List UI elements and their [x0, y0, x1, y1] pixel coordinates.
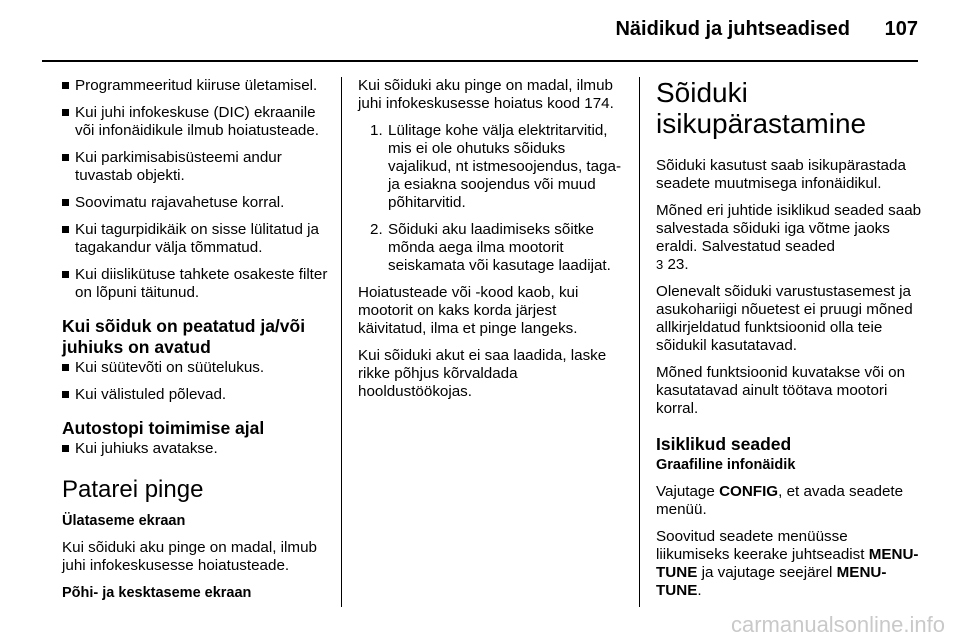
bullet-square-icon — [62, 391, 69, 398]
list-item: Kui süütevõti on süütelukus. — [62, 359, 330, 377]
watermark: carmanualsonline.info — [730, 612, 945, 637]
label-graphic-info-display: Graafiline infonäidik — [656, 457, 796, 473]
numbered-steps — [358, 122, 626, 275]
heading-battery-voltage: Patarei pinge — [62, 476, 204, 503]
column-divider-2 — [639, 77, 640, 607]
bullet-square-icon — [62, 271, 69, 278]
bullet-square-icon — [62, 154, 69, 161]
bullet-square-icon — [62, 226, 69, 233]
label-top-display: Ülataseme ekraan — [62, 513, 186, 529]
bullet-square-icon — [62, 109, 69, 116]
button-name-menu-tune: MENU-TUNE — [656, 546, 919, 581]
paragraph-personalise: Sõiduki kasutust saab isikupärastada seadete muutmisega infonäidikul. — [656, 157, 906, 192]
list-item: Kui tagurpidikäik on sisse lülitatud ja tagakandur välja tõmmatud. — [62, 221, 330, 257]
list-item: Kui parkimisabisüsteemi andur tuvastab objekti. — [62, 149, 330, 185]
column-2 — [358, 77, 626, 410]
bullet-list-parked — [62, 359, 330, 404]
paragraph-cannot-charge: Kui sõiduki akut ei saa laadida, laske rikke põhjus kõrvaldada hooldustöökojas. — [358, 347, 607, 400]
paragraph-menu-tune: Soovitud seadete menüüsse liikumiseks keerake juhtseadist MENU-TUNE ja vajutage seejärel MENU-TUNE. — [656, 528, 919, 599]
list-item: Soovimatu rajavahetuse korral. — [62, 194, 330, 212]
column-3 — [656, 77, 924, 609]
paragraph-press-config: Vajutage CONFIG, et avada seadete menüü. — [656, 483, 904, 518]
list-item: Kui juhiuks avatakse. — [62, 440, 330, 458]
bullet-square-icon — [62, 199, 69, 206]
list-item: Kui juhi infokeskuse (DIC) ekraanile või infonäidikule ilmub hoiatusteade. — [62, 104, 330, 140]
paragraph-warning-disappears: Hoiatusteade või -kood kaob, kui mootorit on kaks korda järjest käivitatud, ilma et pinge langeks. — [358, 284, 579, 337]
column-divider-1 — [341, 77, 342, 607]
list-item: Kui diislikütuse tahkete osakeste filter on lõpuni täitunud. — [62, 266, 330, 302]
header-title: Näidikud ja juhtseadised — [615, 18, 850, 40]
heading-vehicle-parked: Kui sõiduk on peatatud ja/või juhiuks on avatud — [62, 316, 306, 357]
heading-autostop: Autostopi toimimise ajal — [62, 418, 265, 438]
column-1 — [62, 77, 330, 611]
header-rule — [42, 60, 918, 62]
bullet-list-autostop — [62, 440, 330, 458]
paragraph-top-display: Kui sõiduki aku pinge on madal, ilmub juhi infokeskusesse hoiatusteade. — [62, 539, 317, 574]
paragraph-low-voltage: Kui sõiduki aku pinge on madal, ilmub juhi infokeskusesse hoiatus kood 174. — [358, 77, 614, 112]
page-number: 107 — [884, 18, 918, 40]
list-item: 1. Lülitage kohe välja elektritarvitid, mis ei ole ohutuks sõiduks vajalikud, nt istmesoojendus, taga- ja esiakna soojendus või muud põhitarvitid. — [370, 122, 622, 211]
bullet-list-warnings — [62, 77, 330, 302]
bullet-square-icon — [62, 82, 69, 89]
label-base-display: Põhi- ja kesktaseme ekraan — [62, 585, 252, 601]
list-item: Kui välistuled põlevad. — [62, 386, 330, 404]
button-name-menu-tune: MENU-TUNE — [656, 564, 887, 599]
heading-personal-settings: Isiklikud seaded — [656, 434, 792, 454]
page-reference-icon: 3 — [656, 257, 664, 272]
list-item: Programmeeritud kiiruse ületamisel. — [62, 77, 330, 95]
paragraph-saved-settings: Mõned eri juhtide isiklikud seaded saab salvestada sõiduki iga võtme jaoks eraldi. Salvestatud seaded 3 23. — [656, 202, 922, 273]
bullet-square-icon — [62, 445, 69, 452]
list-item: 2. Sõiduki aku laadimiseks sõitke mõnda aega ilma mootorit seiskamata või kasutage laadijat. — [370, 221, 611, 274]
heading-vehicle-personalisation: Sõiduki isikupärastamine — [656, 77, 867, 139]
paragraph-engine-running: Mõned funktsioonid kuvatakse või on kasutatavad ainult töötava mootori korral. — [656, 364, 906, 417]
paragraph-equipment-level: Olenevalt sõiduki varustustasemest ja asukohariigi nõuetest ei pruugi mõned allkirjeldatud funktsioonid olla teie sõidukil kasutatavad. — [656, 283, 913, 354]
button-name-config: CONFIG — [719, 483, 779, 500]
bullet-square-icon — [62, 364, 69, 371]
